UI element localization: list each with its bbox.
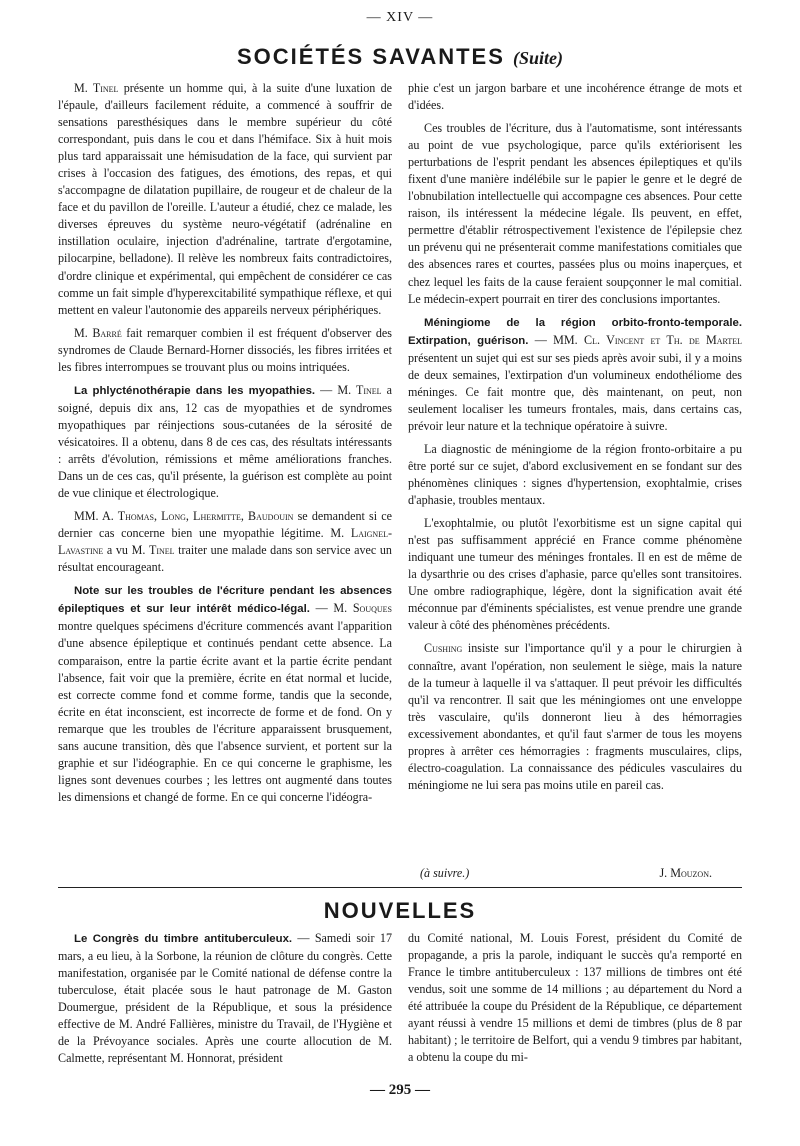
communication-heading: Méningiome de la région orbito-fronto-temporale. Extirpation, guérison. — [408, 316, 742, 347]
article-author: J. Mouzon. — [659, 866, 712, 880]
paragraph-automatisme: Ces troubles de l'écriture, dus à l'automatisme, sont intéressants au point de vue psychologique, parce qu'ils extériorisent les perturbations de l'esprit pendant les absences épileptiques et qu'ils fixent d'une manière indélébile sur le papier le genre et le degré de l'obnubilation intellectuelle qui accompagne ces absences. Pour cette raison, ils intéressent la médecine légale. Ils peuvent, en effet, permettre d'établir rétrospectivement l'existence de l'épilepsie chez un prévenu qui ne présenterait comme manifestations comitiales que des absences rares et courtes, passées plus ou moins inaperçues, et chez lequel les faits de la cause feraient soupçonner le mal comitial. Le médecin-expert pourrait en tirer des conclusions importantes. — [408, 121, 742, 306]
communication-heading: Note sur les troubles de l'écriture pendant les absences épileptiques et sur leur intérêt médico-légal. — [58, 585, 392, 616]
paragraph-congres-continued: du Comité national, M. Louis Forest, président du Comité de propagande, a pris la parole, indiquant le succès qu'a remporté en France le timbre antituberculeux : 137 millions de timbres ont été vendus, soit une somme de 14 millions ; au département du Nord a été attribuée la coupe du Président de la République, ce département ayant réussi à vendre 15 millions et demi de timbres (plus de 8 par habitant) ; le territoire de Belfort, qui a vendu 9 timbres par habitant, a obtenu la coupe du mi- — [408, 931, 742, 1065]
paragraph-text: — Samedi soir 17 mars, a eu lieu, à la Sorbone, la réunion de clôture du congrès. Cette manifestation, organisée par le Comité national de défense contre la tuberculose, était placée sous le haut patronage de M. Gaston Doumergue, président de la République, et sous la présidence effective de M. André Fallières, ministre du Travail, de l'Hygiène et de la Prévoyance sociales. Après une courte allocution de M. Calmette, représentant M. Honnorat, président — [58, 931, 392, 1066]
heading-dash: — MM. — [528, 332, 585, 347]
nouvelles-title: NOUVELLES — [323, 898, 477, 923]
paragraph-text: a vu M. — [103, 543, 149, 558]
page-roman-numeral: — XIV — — [366, 10, 434, 25]
paragraph-barre — [58, 325, 392, 376]
section-divider — [58, 887, 742, 888]
paragraph-congres-timbre — [58, 930, 392, 1067]
paragraph-exophtalmie: L'exophtalmie, ou plutôt l'exorbitisme est un signe capital qui n'est pas suffisamment apprécié en France comme phénomène indiquant une tumeur des méninges frontales. Il en est de même de la dysarthrie ou des crises d'aphasie, parce qu'elles sont transitoires. Une ombre radiographique, légère, dont la signification avait été méconnue par d'éminents spécialistes, est venue prendre une grande valeur à côté des phénomènes précédents. — [408, 516, 742, 633]
communication-heading: La phlycténothérapie dans les myopathies. — [74, 384, 316, 397]
nouvelles-left-column — [58, 930, 392, 1080]
paragraph-text: montre quelques spécimens d'écriture commencés avant l'apparition d'une absence épileptique et continués pendant cette absence. La comparaison, entre la partie écrite avant et la partie écrite pendant l'absence, fait voir que la première, écrite en état normal et lucide, est correcte comme fond et comme forme, tandis que la seconde, écrite en état inconscient, est incorrecte de forme et de fond. On y remarque que les troubles de l'écriture apparaissent brusquement, sans aucune transition, dès que l'absence survient, et portent sur la graphie et sur l'idéographie. En ce qui concerne le graphisme, les lignes sont devenues courbes ; les lettres ont augmenté dans toutes les dimensions et changé de forme. En ce qui concerne l'idéogra- — [58, 619, 392, 804]
paragraph-thomas-discussion — [58, 508, 392, 576]
section-title-suite: (Suite) — [513, 48, 564, 68]
author-name: Laignel-Lavastine — [58, 526, 392, 558]
paragraph-text: présentent un sujet qui est sur ses pieds après avoir subi, il y a moins de deux semaines, l'extirpation d'un volumineux endothéliome des méninges. Ce fait montre que, dès maintenant, on peut, non seulement localiser les tumeurs frontales, mais, dans certains cas, prévoir leur nature et la technique opératoire à suivre. — [408, 350, 742, 433]
right-column — [408, 80, 742, 872]
author-name: M. Barré — [74, 325, 122, 340]
heading-dash: — — [315, 382, 338, 397]
paragraph-cushing — [408, 640, 742, 793]
paragraph-text: traiter une malade dans son service avec un résultat encourageant. — [58, 543, 392, 575]
left-column — [58, 80, 392, 872]
author-name: Souques — [352, 601, 392, 616]
paragraph-meningiome — [408, 314, 742, 435]
section-title — [0, 44, 800, 70]
paragraph-text: insiste sur l'importance qu'il y a pour le chirurgien à connaître, avant l'opération, non seulement le siège, mais la nature de la tumeur à laquelle il va s'attaquer. Il peut prévoir les difficultés qu'il va rencontrer. Il sait que les méningiomes ont une enveloppe très vasculaire, qu'ils donneront lieu à des hémorragies excessivement abondantes, et qu'il faut s'armer de tous les moyens propres à arrêter ces hémorragies : fragments musculaires, clips, électro-coagulation. La connaissance des pédicules vasculaires du méningiome ne lui sera pas moins utile en pareil cas. — [408, 641, 742, 792]
author-names: Cl. Vincent et Th. de Martel — [584, 332, 742, 347]
section-title-text: SOCIÉTÉS SAVANTES — [236, 44, 505, 69]
paragraph-text: se demandent si ce dernier cas concerne bien une myopathie légitime. M. — [58, 509, 392, 541]
paragraph-tinel-luxation — [58, 80, 392, 319]
author-name: Tinel — [148, 543, 175, 558]
paragraph-phlyctenotherapie — [58, 382, 392, 502]
signature-line — [408, 866, 742, 882]
paragraph-diagnostic: La diagnostic de méningiome de la région fronto-orbitaire a pu être porté sur ce sujet, d'abord exclusivement en se fondant sur des phénomènes cliniques : signes d'hypertension, exophtalmie, crises d'aphasie, troubles mentaux. — [408, 441, 742, 508]
paragraph-ecriture-continued: phie c'est un jargon barbare et une incohérence étrange de mots et d'idées. — [408, 81, 742, 113]
paragraph-text: a soigné, depuis dix ans, 12 cas de myopathies et de syndromes myopathiques par réinjections sous-cutanées de la sérosité de vésicatoires. Il a obtenu, dans 8 de ces cas, des résultats intéressants : arrêts d'évolution, rémissions et même améliorations franches. Dans un de ces cas, qu'il présente, la guérison est complète au point de vue clinique et électrologique. — [58, 382, 392, 501]
nouvelles-right-column — [408, 930, 742, 1080]
author-names: MM. A. Thomas, Long, Lhermitte, Baudouin — [74, 509, 294, 524]
heading-dash: — M. — [309, 601, 353, 616]
author-name: Cushing — [424, 641, 463, 656]
news-heading: Le Congrès du timbre antituberculeux. — [74, 933, 293, 945]
paragraph-text: présente un homme qui, à la suite d'une luxation de l'épaule, d'ailleurs facilement réduite, a commencé à souffrir de sensations paresthésiques dans le membre supérieur du côté correspondant, puis dans le cou et dans l'hémiface. Six à huit mois plus tard apparaissait une hémisudation de la face, qui survient par crises à l'occasion des fatigues, des émotions, des repas, et qui s'accompagne de dilatation pupillaire, de rougeur et de chaleur de la face et du pavillon de l'oreille. L'auteur a étudié, chez ce malade, les diverses épreuves du système neuro-végétatif (adrénaline en instillation oculaire, injection d'adrénaline, tartrate d'ergotamine, pilocarpine, belladone). Il relève les nombreux faits contradictoires, d'ordre clinique et expérimental, qui empêchent de considérer ce cas comme un fait simple d'hyperexcitabilité sympathique réflexe, et qui mettent en valeur l'autonomie des appareils nerveux périphériques. — [58, 81, 392, 317]
paragraph-text: fait remarquer combien il est fréquent d'observer des syndromes de Claude Bernard-Horner dissociés, les fibres irritées et les fibres interrompues se trouvant plus ou moins intriquées. — [58, 325, 393, 374]
author-name: M. Tinel — [337, 382, 382, 397]
page-number: — 295 — — [370, 1082, 430, 1098]
continued-note: (à suivre.) — [420, 866, 470, 880]
paragraph-ecriture-epilepsie — [58, 582, 392, 806]
author-name: M. Tinel — [74, 81, 119, 95]
